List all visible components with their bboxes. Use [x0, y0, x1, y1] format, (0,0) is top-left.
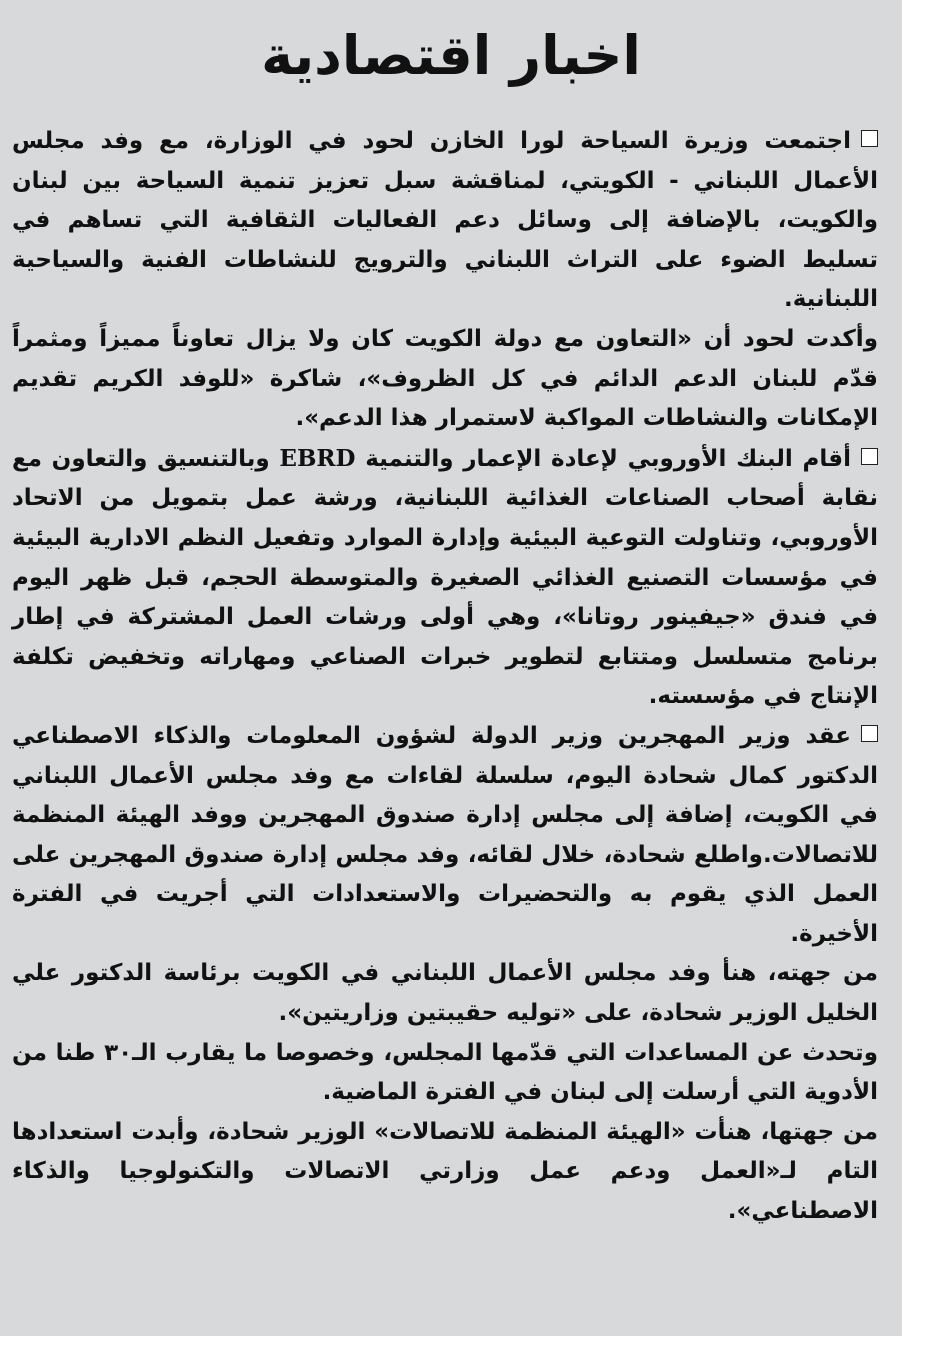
page-title: اخبار اقتصادية — [261, 24, 641, 87]
paragraph-minister-meetings — [12, 717, 878, 955]
paragraph-tourism-meeting — [12, 122, 878, 320]
paragraph-business-council — [12, 954, 878, 1033]
square-bullet-icon — [861, 448, 878, 465]
paragraph-text: وأكدت لحود أن «التعاون مع دولة الكويت كان ولا يزال تعاوناً مميزاً ومثمراً قدّم للبنان الدعم الدائم في كل الظروف»، شاكرة «للوفد الكريم تقديم الإمكانات والنشاطات المواكبة لاستمرار هذا الدعم». — [12, 325, 878, 432]
paragraph-tourism-quote — [12, 320, 878, 439]
paragraph-text: وتحدث عن المساعدات التي قدّمها المجلس، وخصوصا ما يقارب الـ٣٠ طنا من الأدوية التي أرسلت إلى لبنان في الفترة الماضية. — [12, 1039, 878, 1106]
paragraph-ebrd-workshop — [12, 439, 878, 717]
paragraph-text-start: أقام البنك الأوروبي لإعادة الإعمار والتنمية — [365, 445, 851, 472]
square-bullet-icon — [861, 130, 878, 147]
paragraph-aid — [12, 1034, 878, 1113]
paragraph-text: عقد وزير المهجرين وزير الدولة لشؤون المعلومات والذكاء الاصطناعي الدكتور كمال شحادة اليوم، سلسلة لقاءات مع وفد مجلس الأعمال اللبناني في الكويت، إضافة إلى مجلس إدارة صندوق المهجرين ووفد الهيئة المنظمة للاتصالات.واطلع شحادة، خلال لقائه، وفد مجلس إدارة صندوق المهجرين على العمل الذي يقوم به والتحضيرات والاستعدادات التي أجريت في الفترة الأخيرة. — [12, 722, 878, 947]
article-body — [12, 122, 878, 1232]
square-bullet-icon — [861, 725, 878, 742]
paragraph-telecom-authority — [12, 1113, 878, 1232]
paragraph-text: من جهتها، هنأت «الهيئة المنظمة للاتصالات» الوزير شحادة، وأبدت استعدادها التام لـ«العمل ودعم عمل وزارتي الاتصالات والتكنولوجيا والذكاء الاصطناعي». — [12, 1118, 878, 1225]
paragraph-text: اجتمعت وزيرة السياحة لورا الخازن لحود في الوزارة، مع وفد مجلس الأعمال اللبناني - الكويتي، لمناقشة سبل تعزيز تنمية السياحة بين لبنان والكويت، بالإضافة إلى وسائل دعم الفعاليات الثقافية التي تساهم في تسليط الضوء على التراث اللبناني والترويج للنشاطات الفنية والسياحية اللبنانية. — [12, 128, 878, 313]
paragraph-text: من جهته، هنأ وفد مجلس الأعمال اللبناني في الكويت برئاسة الدكتور علي الخليل الوزير شحادة، على «توليه حقيبتين وزاريتين». — [12, 960, 878, 1027]
paragraph-text-end: وبالتنسيق والتعاون مع نقابة أصحاب الصناعات الغذائية اللبنانية، ورشة عمل بتمويل من الاتحاد الأوروبي، وتناولت التوعية البيئية وإدارة الموارد وتفعيل النظم الادارية البيئية في مؤسسات التصنيع الغذائي الصغيرة والمتوسطة الحجم، قبل ظهر اليوم في فندق «جيفينور روتانا»، وهي أولى ورشات العمل المشتركة في إطار برنامج متسلسل ومتتابع لتطوير خبرات الصناعي ومهاراته وتخفيض تكلفة الإنتاج في مؤسسته. — [12, 445, 878, 710]
ebrd-acronym: EBRD — [279, 444, 356, 472]
